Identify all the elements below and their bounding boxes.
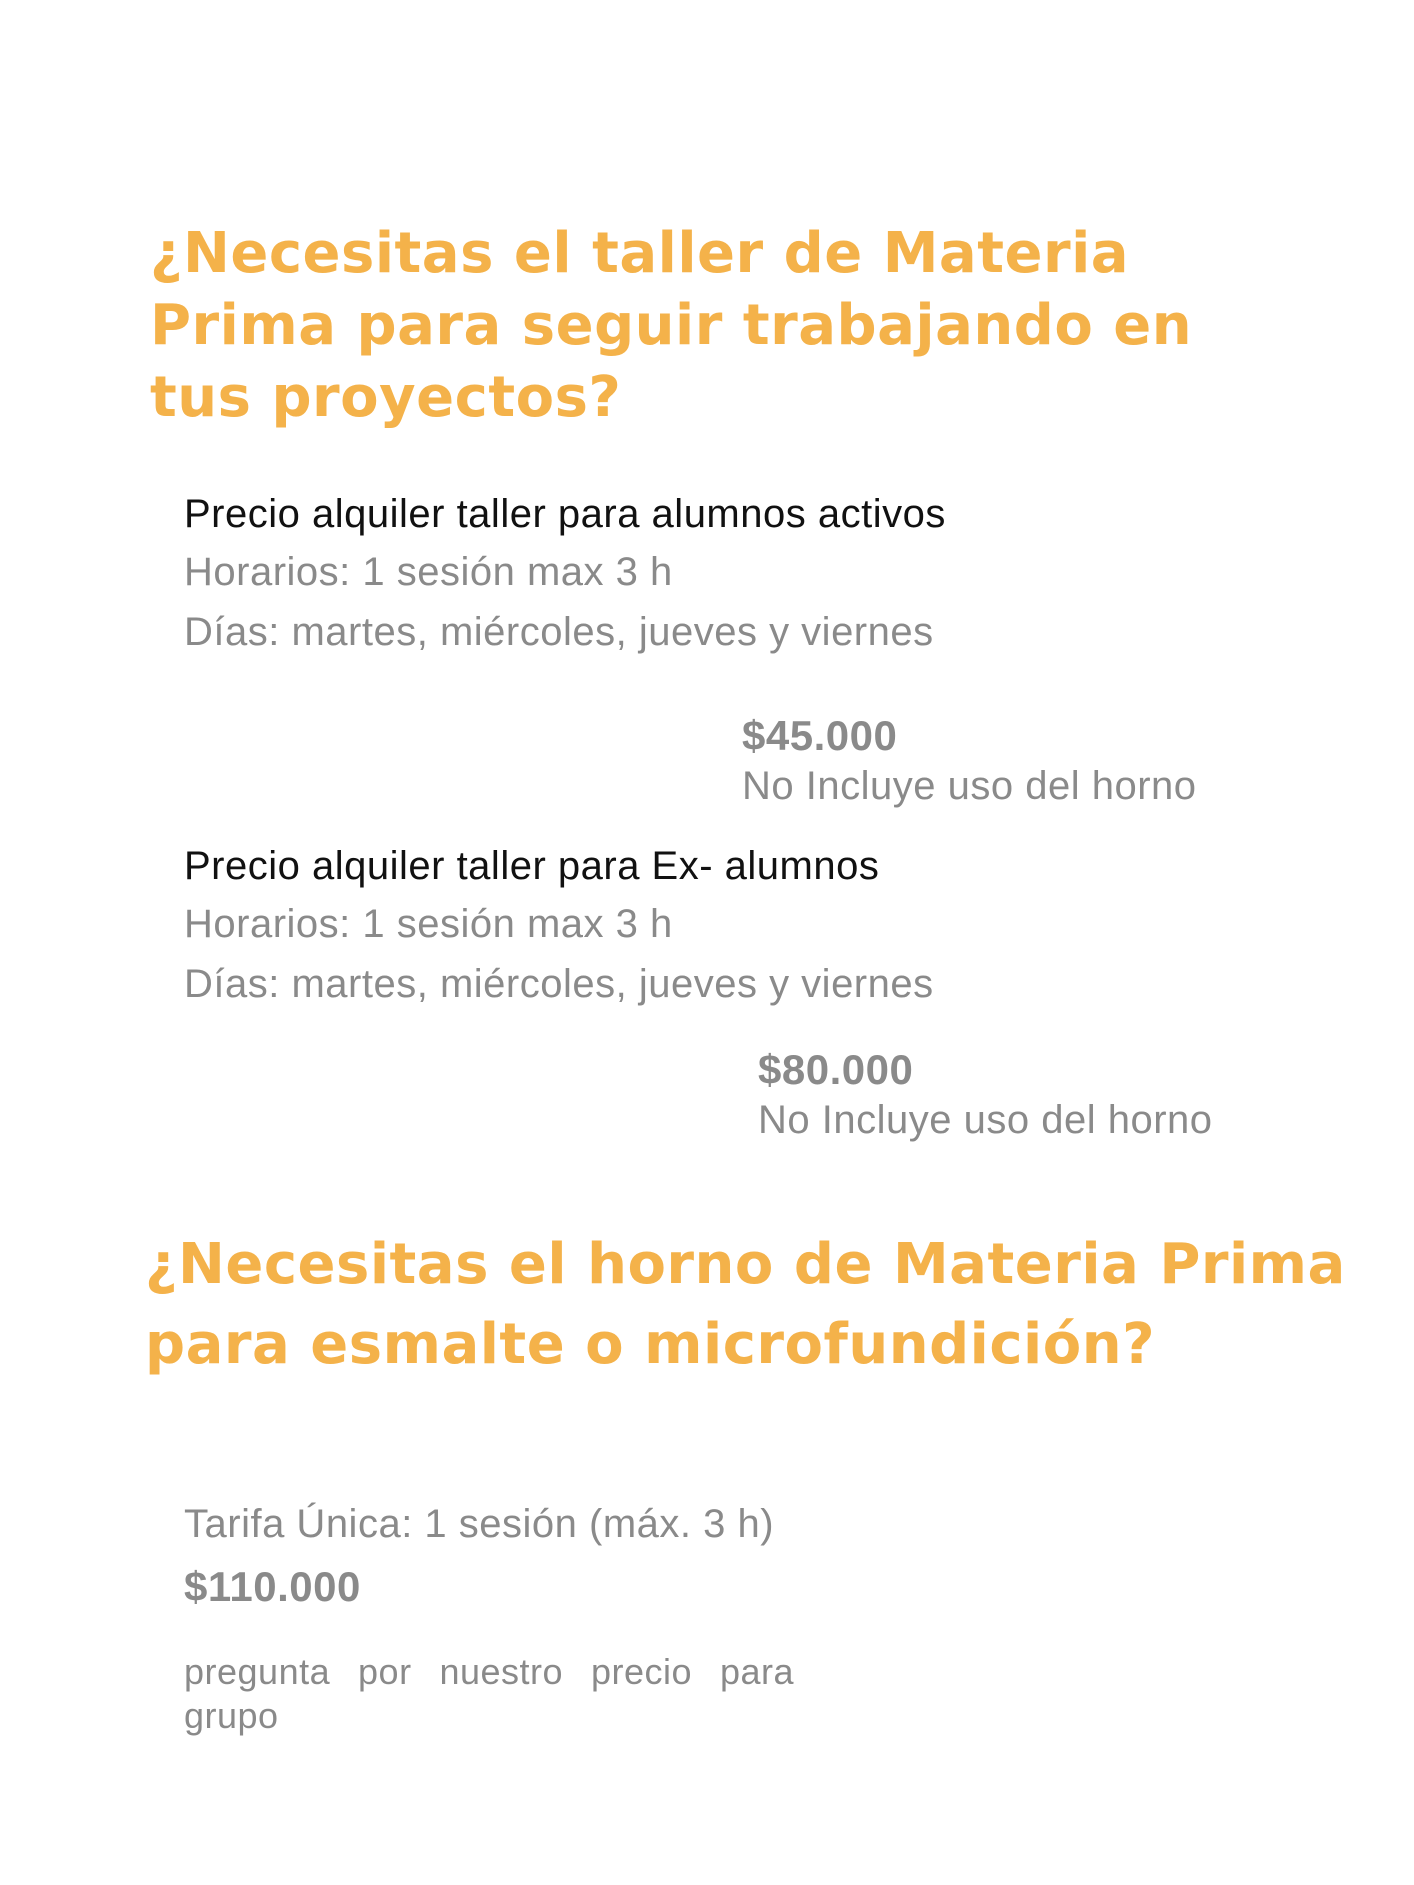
group-price-note: pregunta por nuestro precio para grupo	[184, 1651, 794, 1736]
active-students-days: Días: martes, miércoles, jueves y viernes	[184, 610, 934, 654]
former-students-title: Precio alquiler taller para Ex- alumnos	[184, 844, 880, 888]
active-students-price: $45.000	[742, 712, 898, 759]
kiln-heading: ¿Necesitas el horno de Materia Prima para esmalte o microfundición?	[145, 1232, 1346, 1377]
former-students-schedule: Horarios: 1 sesión max 3 h	[184, 902, 673, 946]
former-students-note: No Incluye uso del horno	[758, 1098, 1213, 1142]
active-students-note: No Incluye uso del horno	[742, 764, 1197, 808]
workshop-heading: ¿Necesitas el taller de Materia Prima para seguir trabajando en tus proyectos?	[150, 221, 1193, 430]
kiln-rate: Tarifa Única: 1 sesión (máx. 3 h)	[184, 1502, 775, 1546]
active-students-schedule: Horarios: 1 sesión max 3 h	[184, 550, 673, 594]
former-students-days: Días: martes, miércoles, jueves y viernes	[184, 962, 934, 1006]
former-students-price: $80.000	[758, 1046, 914, 1093]
active-students-title: Precio alquiler taller para alumnos activos	[184, 492, 946, 536]
kiln-price: $110.000	[184, 1563, 361, 1610]
